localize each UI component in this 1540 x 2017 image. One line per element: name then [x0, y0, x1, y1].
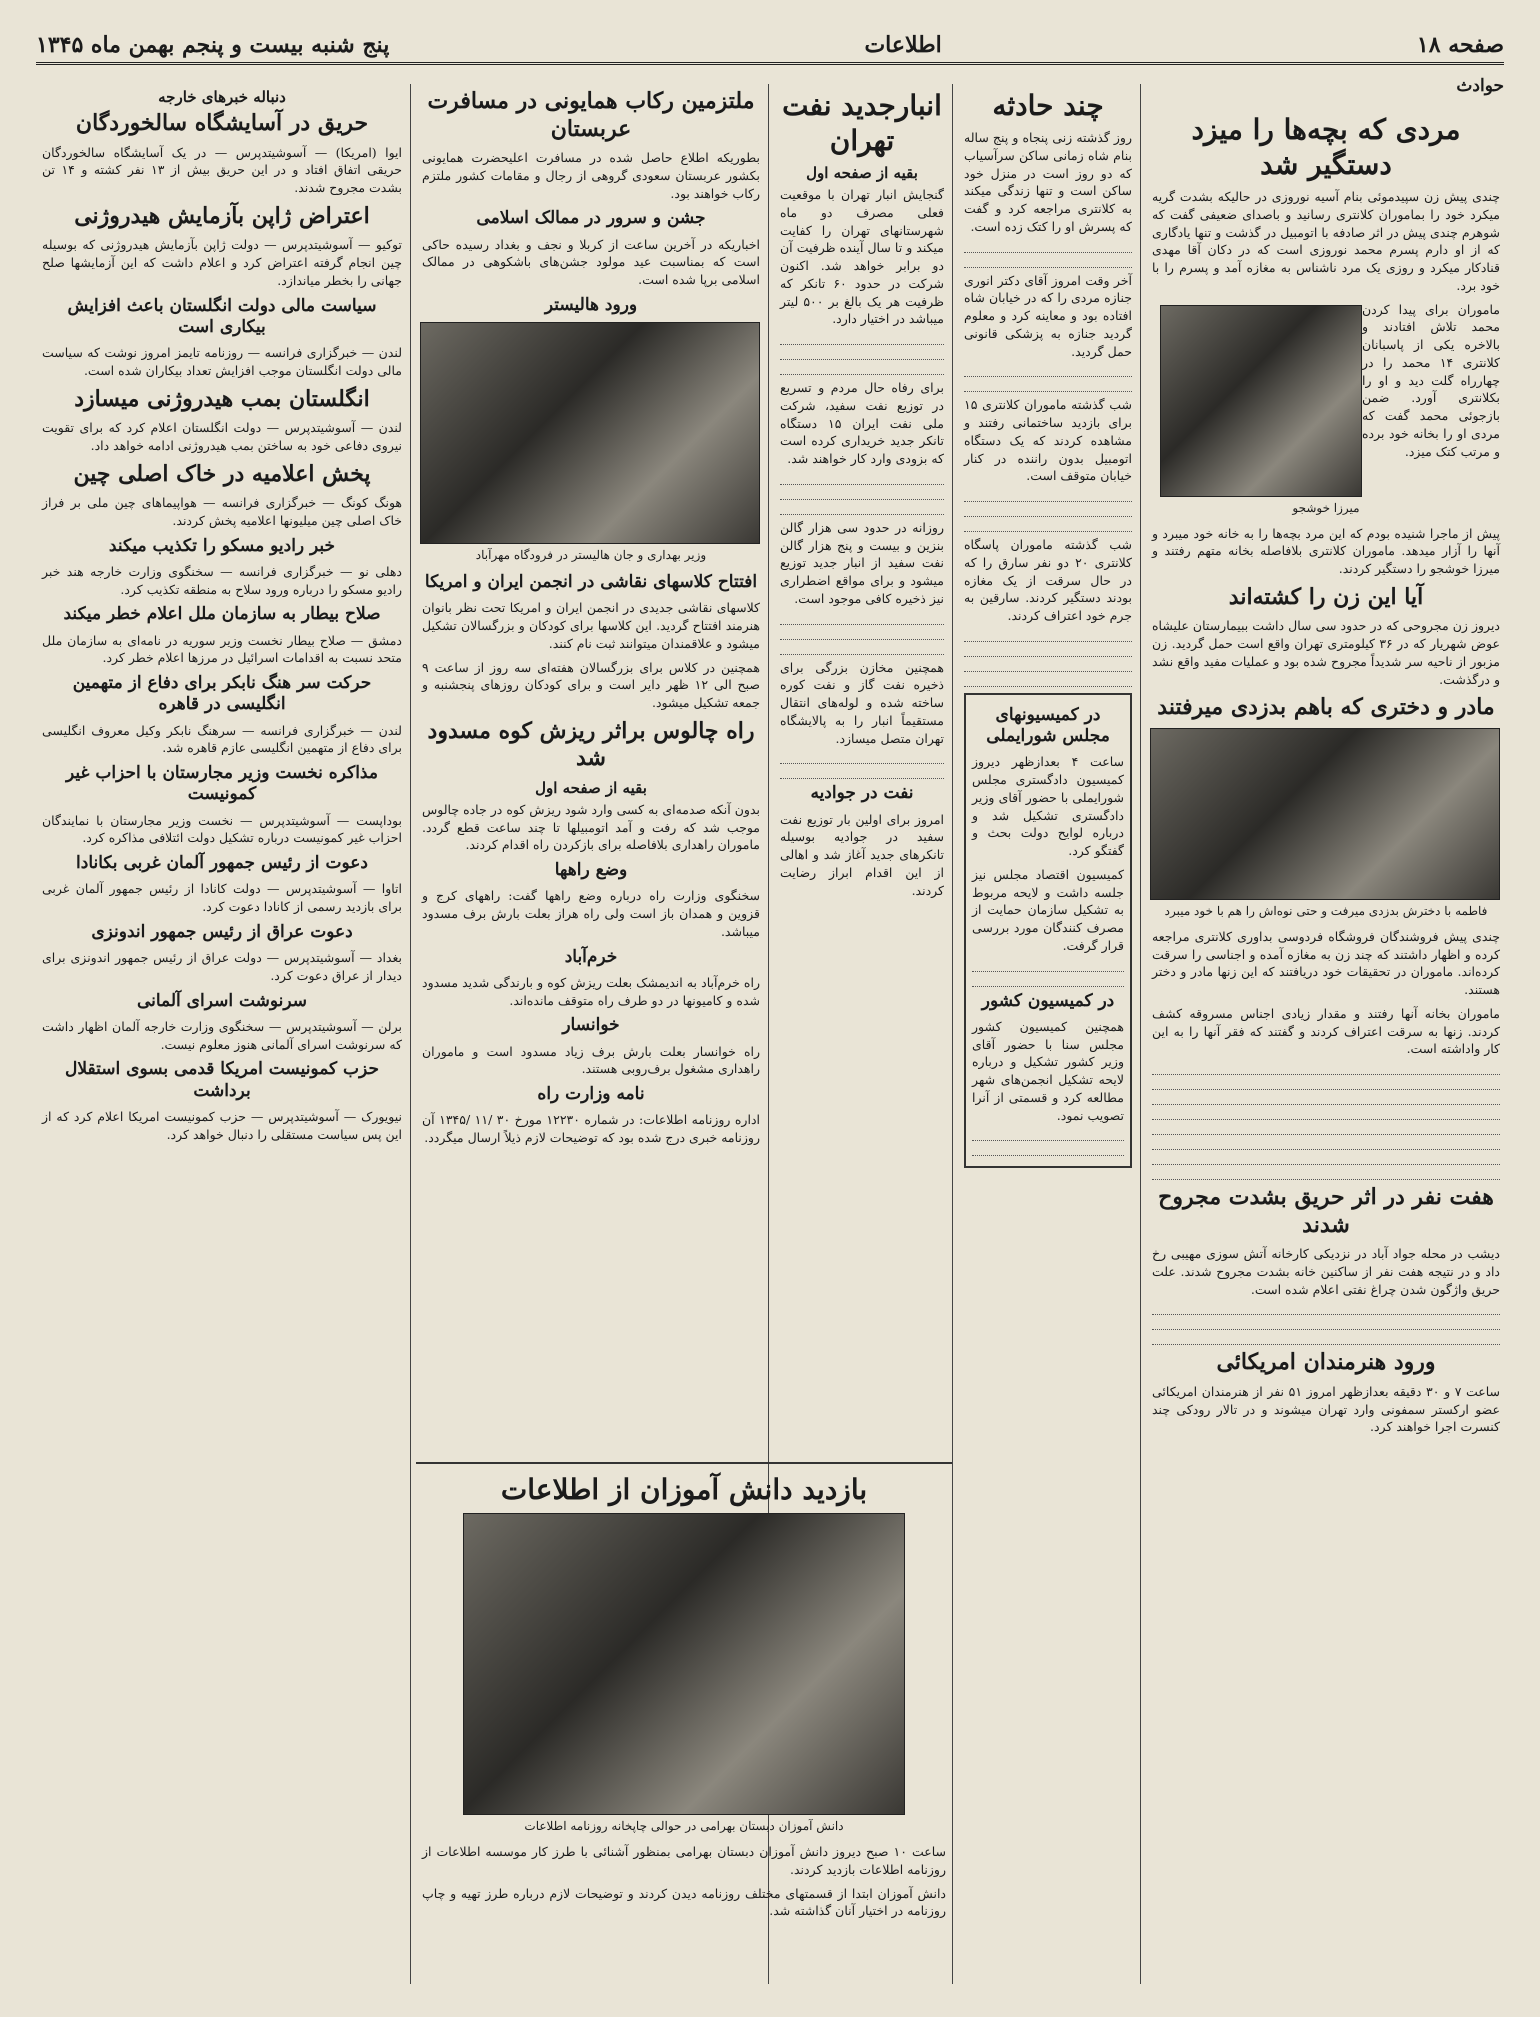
headline-iraq-indonesia: دعوت عراق از رئیس جمهور اندونزی: [91, 921, 353, 942]
article-paragraph: اخباریکه در آخرین ساعت از کربلا و نجف و بغداد رسیده حاکی است که بمناسبت عید مولود جشن‌های باشکوهی در ممالک اسلامی برپا شده است.: [422, 236, 760, 287]
text-line: [964, 257, 1132, 268]
headline-interior-committee: در کمیسیون کشور: [981, 990, 1115, 1011]
headline-ministry-letter: نامه وزارت راه: [537, 1084, 645, 1104]
article-paragraph: بوداپست — آسوشیتدپرس — نخست وزیر مجارستان با نمایندگان احزاب غیر کمونیست درباره تشکیل دولت ائتلافی مذاکره کرد.: [42, 812, 402, 846]
photo-mother-daughter: [1150, 728, 1500, 900]
article-paragraph: شب گذشته ماموران پاسگاه کلانتری ۲۰ دو نفر سارق را که در حال سرقت از یک مغازه بودند دستگیر کردند. سارقین به جرم خود اعتراف کردند.: [964, 537, 1132, 623]
text-line: [972, 1130, 1124, 1141]
article-paragraph: ایوا (امریکا) — آسوشیتدپرس — در یک آسایشگاه سالخوردگان حریقی اتفاق افتاد و در این حریق بیش از ۱۳ نفر کشته و ۱۴ تن بشدت مجروح شدند.: [42, 144, 402, 195]
article-paragraph: هونگ کونگ — خبرگزاری فرانسه — هواپیماهای چین ملی بر فراز خاک اصلی چین میلیونها اعلامیه پخش کردند.: [42, 495, 402, 528]
article-paragraph: بدون آنکه صدمه‌ای به کسی وارد شود ریزش کوه در جاده چالوس موجب شد که رفت و آمد اتومبیلها تا چند ساعت قطع گردد. ماموران راهداری بلافاصله برای بازکردن راه اقدام کردند.: [422, 801, 760, 853]
text-line: [780, 504, 944, 515]
text-line: [964, 491, 1132, 502]
headline-nursing-home-fire: حریق در آسایشگاه سالخوردگان: [75, 110, 369, 136]
article-paragraph: چندی پیش زن سپیدموئی بنام آسیه نوروزی در حالیکه بشدت گریه میکرد خود را بماموران کلانتری رسانید و باصدای ضعیفی گفت که شوهرم چندی پیش در اثر صادفه با اتومبیل در گذشت و تنها یادگاری که از او دارم پسرم محمد نوروزی است که در دکان آقا مهدی قنادکار میکرد و روزی یک مرد ناشناس به مغازه آمد و پسرم را با خود برد.: [1152, 189, 1500, 293]
photo-students: [463, 1513, 905, 1815]
article-paragraph: ماموران بخانه آنها رفتند و مقدار زیادی اجناس مسروقه کشف کردند. زنها به سرقت اعتراف کردند و گفتند که فقر آنها را به این کار واداشته است.: [1152, 1005, 1500, 1057]
issue-date: پنج شنبه بیست و پنجم بهمن ماه ۱۳۴۵: [36, 32, 390, 58]
article-paragraph: دمشق — صلاح بیطار نخست وزیر سوریه در نامه‌ای به سازمان ملل متحد نسبت به اقدامات اسرائیل در مرزها اعلام خطر کرد.: [42, 632, 402, 666]
text-line: [964, 646, 1132, 657]
article-paragraph: نیویورک — آسوشیتدپرس — حزب کمونیست امریکا اعلام کرد که از این پس سیاست مستقلی را دنبال خواهد کرد.: [42, 1108, 402, 1142]
continued-from: بقیه از صفحه اول: [535, 778, 647, 797]
headline-student-visit: بازدید دانش آموزان از اطلاعات: [500, 1473, 868, 1506]
text-line: [964, 381, 1132, 392]
article-paragraph: ساعت ۱۰ صبح دیروز دانش آموزان دبستان بهرامی بمنظور آشنائی با طرز کار موسسه اطلاعات از روزنامه اطلاعات بازدید کردند.: [422, 1844, 946, 1877]
masthead: [36, 28, 1504, 65]
article-paragraph: دیروز زن مجروحی که در حدود سی سال داشت ببیمارستان علیشاه عوض شهریار که در ۳۶ کیلومتری تهران واقع است حمل گردید. زن مزبور از ناحیه سر شدیداً مجروح شده بود و عملیات مفید واقع نشد و درگذشت.: [1152, 618, 1500, 687]
headline-child-abuser: مردی که بچه‌ها را میزد دستگیر شد: [1191, 113, 1461, 181]
column-foreign-news: [36, 84, 408, 1990]
article-paragraph: لندن — خبرگزاری فرانسه — سرهنگ نابکر وکیل معروف انگلیسی برای دفاع از متهمین انگلیسی عازم قاهره شد.: [42, 722, 402, 756]
article-paragraph: لندن — آسوشیتدپرس — دولت انگلستان اعلام کرد که برای تقویت نیروی دفاعی خود به ساختن بمب هیدروژنی ادامه خواهد داد.: [42, 420, 402, 453]
headline-fire-injured: هفت نفر در اثر حریق بشدت مجروح شدند: [1158, 1184, 1494, 1238]
text-line: [780, 489, 944, 500]
article-paragraph: لندن — خبرگزاری فرانسه — روزنامه تایمز امروز نوشت که سیاست مالی دولت انگلستان موجب افزایش تعداد بیکاران شده است.: [42, 345, 402, 378]
column-oil-depot: [774, 84, 950, 1460]
headline-royal-entourage: ملتزمین رکاب همایونی در مسافرت عربستان: [427, 88, 755, 142]
headline-road-conditions: وضع راهها: [554, 860, 628, 880]
article-paragraph: برلن — آسوشیتدپرس — سخنگوی وزارت خارجه آلمان اظهار داشت که سرنوشت اسرای آلمانی هنوز معلوم نیست.: [42, 1018, 402, 1052]
text-line: [780, 644, 944, 655]
article-paragraph: روز گذشته زنی پنجاه و پنج ساله بنام شاه زمانی ساکن سرآسیاب که دو روز است در منزل خود ساکن است و تنها زندگی میکند به کلانتری مراجعه کرد و گفت که پسرش او را کتک زده است.: [964, 130, 1132, 234]
column-accidents: [1146, 108, 1506, 2014]
text-line: [964, 631, 1132, 642]
text-line: [964, 242, 1132, 253]
headline-bitar-un: صلاح بیطار به سازمان ملل اعلام خطر میکند: [63, 604, 381, 625]
text-line: [1152, 1094, 1500, 1105]
article-paragraph: امروز برای اولین بار توزیع نفت سفید در جوادیه بوسیله تانکرهای جدید آغاز شد و اهالی از این اقدام ابراز رضایت کردند.: [780, 811, 944, 898]
text-line: [1152, 1109, 1500, 1120]
text-line: [1152, 1124, 1500, 1135]
article-paragraph: ماموران برای پیدا کردن محمد تلاش افتادند و بالاخره یکی از پاسبانان کلانتری ۱۴ محمد را در چهارراه گلت دید و او را بکلانتری آورد. ضمن بازجوئی محمد گفت که مردی او را بخانه خود برده و مرتب کتک میزد.: [1362, 301, 1500, 459]
photo-hollister: [420, 322, 760, 544]
article-paragraph: ساعت ۷ و ۳۰ دقیقه بعدازظهر امروز ۵۱ نفر از هنرمندان امریکائی عضو ارکستر سمفونی وارد تهران میشوند و در تالار رودکی چند کنسرت اجرا خواهند کرد.: [1152, 1383, 1500, 1435]
text-line: [780, 753, 944, 764]
continued-from: بقیه از صفحه اول: [806, 164, 918, 182]
article-paragraph: دهلی نو — خبرگزاری فرانسه — سخنگوی وزارت خارجه هند خبر رادیو مسکو را درباره ورود سلاح به منطقه تکذیب کرد.: [42, 563, 402, 597]
article-paragraph: بطوریکه اطلاع حاصل شده در مسافرت اعلیحضرت همایونی بکشور عربستان سعودی گروهی از رجال و مقامات کشور ملتزم رکاب خواهند بود.: [422, 150, 760, 201]
headline-parliament-committees: در کمیسیونهای مجلس شورایملی: [986, 704, 1110, 746]
article-paragraph: دانش آموزان ابتدا از قسمتهای مختلف روزنامه دیدن کردند و توضیحات لازم درباره طرز تهیه و چاپ روزنامه در اختیار آنان گذاشته شد.: [422, 1885, 946, 1919]
article-paragraph: همچنین مخازن بزرگی برای ذخیره نفت گاز و نفت کوره ساخته شده و لوله‌های انتقال مستقیماً انبار را به پالایشگاه تهران متصل میسازد.: [780, 659, 944, 746]
feature-student-visit: [416, 1468, 952, 1988]
article-paragraph: راه خرم‌آباد به اندیمشک بعلت ریزش کوه و بارندگی شدید مسدود شده و کامیونها در دو طرف راه متوقف مانده‌اند.: [422, 974, 760, 1008]
headline-uk-hbomb: انگلستان بمب هیدروژنی میسازد: [74, 385, 370, 412]
headline-moscow-denial: خبر رادیو مسکو را تکذیب میکند: [108, 535, 336, 556]
headline-japan-protest: اعتراض ژاپن بآزمایش هیدروژنی: [74, 202, 370, 229]
headline-mother-daughter: مادر و دختری که باهم بدزدی میرفتند: [1157, 694, 1495, 721]
photo-caption: میرزا خوشجو: [1292, 500, 1360, 515]
photo-caption: فاطمه با دخترش بدزدی میرفت و حتی نوه‌اش را هم با خود میبرد: [1164, 903, 1488, 918]
text-line: [1152, 1064, 1500, 1075]
article-paragraph: همچنین کمیسیون کشور مجلس سنا با حضور آقای وزیر کشور تشکیل و درباره لایحه تشکیل انجمن‌های شهر مطالعه کرد و قسمتی از آنرا تصویب نمود.: [972, 1018, 1124, 1123]
text-line: [1152, 1079, 1500, 1090]
headline-hungary-talks: مذاکره نخست وزیر مجارستان با احزاب غیر کمونیست: [66, 763, 378, 805]
text-line: [964, 676, 1132, 687]
headline-german-prisoners: سرنوشت اسرای آلمانی: [136, 990, 308, 1011]
article-paragraph: همچنین در کلاس برای بزرگسالان هفته‌ای سه روز از ساعت ۹ صبح الی ۱۲ ظهر دایر است و برای کودکان روزهای پنجشنبه و جمعه تشکیل میشود.: [422, 659, 760, 710]
headline-woman-killed: آیا این زن را کشته‌اند: [1228, 583, 1424, 610]
article-paragraph: بغداد — آسوشیتدپرس — دولت عراق از رئیس جمهور اندونزی برای دیدار از عراق دعوت کرد.: [42, 950, 402, 983]
text-line: [964, 661, 1132, 672]
text-line: [780, 334, 944, 345]
headline-islamic-celebration: جشن و سرور در ممالک اسلامی: [476, 208, 706, 229]
column-rule: [410, 84, 411, 1984]
photo-caption: دانش آموزان دبستان بهرامی در حوالی چاپخانه روزنامه اطلاعات: [524, 1819, 844, 1833]
parliament-box: [964, 693, 1132, 1169]
article-paragraph: کمیسیون اقتصاد مجلس نیز جلسه داشت و لایحه مربوط به تشکیل سازمان حمایت از مصرف کنندگان مورد بررسی قرار گرفت.: [972, 866, 1124, 953]
headline-us-communist: حزب کمونیست امریکا قدمی بسوی استقلال برداشت: [65, 1059, 379, 1101]
section-label: حوادث: [1456, 76, 1504, 96]
headline-american-artists: ورود هنرمندان امریکائی: [1216, 1349, 1436, 1376]
text-line: [1152, 1169, 1500, 1180]
article-paragraph: کلاسهای نقاشی جدیدی در انجمن ایران و امریکا تحت نظر بانوان هنرمند افتتاح گردید. این کلاسها برای کودکان و بزرگسالان تشکیل میشود و علاقمندان میتوانند ثبت نام کنند.: [422, 600, 760, 651]
article-paragraph: برای رفاه حال مردم و تسریع در توزیع نفت سفید، شرکت ملی نفت ایران ۱۵ دستگاه تانکر جدید خریداری کرده است که بزودی وارد کار خواهند شد.: [780, 380, 944, 466]
headline-china-leaflets: پخش اعلامیه در خاک اصلی چین: [73, 460, 371, 487]
headline-several-incidents: چند حادثه: [992, 89, 1104, 122]
headline-painting-classes: افتتاح کلاسهای نقاشی در انجمن ایران و امریکا: [424, 572, 758, 592]
feature-rule: [416, 1462, 952, 1464]
text-line: [972, 1145, 1124, 1156]
text-line: [964, 366, 1132, 377]
article-paragraph: راه خوانسار بعلت بارش برف زیاد مسدود است و ماموران راهداری مشغول برف‌روبی هستند.: [422, 1043, 760, 1077]
headline-khorramabad: خرم‌آباد: [564, 946, 618, 967]
text-line: [1152, 1304, 1500, 1315]
article-paragraph: توکیو — آسوشیتدپرس — دولت ژاپن بآزمایش هیدروژنی که بوسیله چین انجام گرفته اعتراض کرد و اعلام داشت که این آزمایشها صلح جهانی را بخطر میاندازد.: [42, 237, 402, 288]
column-incidents: [958, 84, 1138, 1990]
article-paragraph: گنجایش انبار تهران با موقعیت فعلی مصرف دو ماه شهرستانهای تهران را کفایت میکند و تا سال آینده ظرفیت آن دو برابر خواهد شد. اکنون شرکت در حدود ۶۰ تانکر که ظرفیت هر یک بالغ بر ۵۰۰ لیتر میباشد در اختیار دارد.: [780, 187, 945, 327]
text-line: [780, 349, 944, 360]
article-paragraph: آخر وقت امروز آقای دکتر انوری جنازه مردی را که در خیابان شاه افتاده بود و معاینه کرد و معلوم گردید جنازه به پزشکی قانونی حمل گردید.: [964, 272, 1132, 359]
headline-uk-finance: سیاست مالی دولت انگلستان باعث افزایش بیکاری است: [67, 295, 377, 337]
column-rule: [952, 84, 953, 1984]
text-line: [1152, 1139, 1500, 1150]
article-paragraph: دیشب در محله جواد آباد در نزدیکی کارخانه آتش سوزی مهیبی رخ داد و در نتیجه هفت نفر از ساکنین خانه بشدت مجروح شدند. علت حریق واژگون شدن چراغ نفتی اعلام شده است.: [1152, 1246, 1500, 1297]
text-line: [780, 364, 944, 375]
article-paragraph: پیش از ماجرا شنیده بودم که این مرد بچه‌ها را به خانه خود میبرد و آنها را آزار میدهد. ماموران کلانتری بلافاصله بخانه متهم رفتند و میرزا خوشجو را دستگیر کردند.: [1152, 525, 1500, 576]
text-line: [780, 614, 944, 625]
text-line: [780, 629, 944, 640]
text-line: [964, 521, 1132, 532]
paper-name: اطلاعات: [864, 32, 942, 58]
headline-new-oil-depot: انبارجدید نفت تهران: [782, 89, 942, 157]
text-line: [1152, 1334, 1500, 1345]
headline-kerosene: نفت در جوادیه: [810, 783, 914, 804]
headline-hollister-arrival: ورود هالیستر: [544, 294, 638, 315]
text-line: [964, 506, 1132, 517]
text-line: [972, 961, 1124, 972]
article-paragraph: روزانه در حدود سی هزار گالن بنزین و بیست و پنج هزار گالن نفت سفید از انبار جدید توزیع میشود و برای مواقع اضطراری نیز ذخیره کافی موجود است.: [780, 519, 944, 606]
headline-khansar: خوانسار: [562, 1015, 620, 1036]
headline-germany-canada: دعوت از رئیس جمهور آلمان غربی بکانادا: [76, 853, 368, 873]
text-line: [780, 768, 944, 779]
headline-cairo-defense: حرکت سر هنگ نابکر برای دفاع از متهمین انگلیسی در قاهره: [72, 673, 372, 715]
article-paragraph: سخنگوی وزارت راه درباره وضع راهها گفت: راههای کرج و قزوین و همدان باز است ولی راه هراز بعلت بارش برف مسدود میباشد.: [422, 888, 760, 939]
section-continued: دنباله خبرهای خارجه: [158, 88, 286, 106]
headline-chalus-road: راه چالوس براثر ریزش کوه مسدود شد: [427, 717, 755, 772]
column-domestic: [416, 84, 766, 1460]
article-paragraph: شب گذشته ماموران کلانتری ۱۵ برای بازدید ساختمانی رفتند و مشاهده کردند که یک دستگاه اتومبیل بدون راننده در کنار خیابان متوقف است.: [964, 397, 1132, 484]
article-paragraph: اتاوا — آسوشیتدپرس — دولت کانادا از رئیس جمهور آلمان غربی برای بازدید رسمی از کانادا دعوت کرد.: [42, 881, 402, 914]
column-rule: [1140, 84, 1141, 1984]
photo-suspect: [1160, 305, 1362, 497]
text-line: [780, 474, 944, 485]
article-paragraph: ساعت ۴ بعدازظهر دیروز کمیسیون دادگستری مجلس شورایملی با حضور آقای وزیر دادگستری تشکیل شد و درباره لوایح دولت بحث و گفتگو کرد.: [972, 754, 1124, 858]
article-paragraph: چندی پیش فروشندگان فروشگاه فردوسی بداوری کلانتری مراجعه کرده و اظهار داشتند که چند زن به مغازه آمده و اجناسی را سرقت کرده‌اند. ماموران در تحقیقات خود دریافتند که این زنها مادر و دختر هستند.: [1152, 928, 1500, 997]
photo-caption: وزیر بهداری و جان هالیستر در فرودگاه مهرآباد: [475, 548, 707, 562]
text-line: [1152, 1319, 1500, 1330]
text-line: [1152, 1154, 1500, 1165]
text-line: [972, 976, 1124, 987]
article-paragraph: اداره روزنامه اطلاعات: در شماره ۱۲۲۳۰ مورخ ۳۰ /۱۱ /۱۳۴۵ آن روزنامه خبری درج شده بود که توضیحات لازم ذیلاً ارسال میگردد.: [422, 1112, 760, 1145]
page-number: صفحه ۱۸: [1416, 32, 1504, 58]
